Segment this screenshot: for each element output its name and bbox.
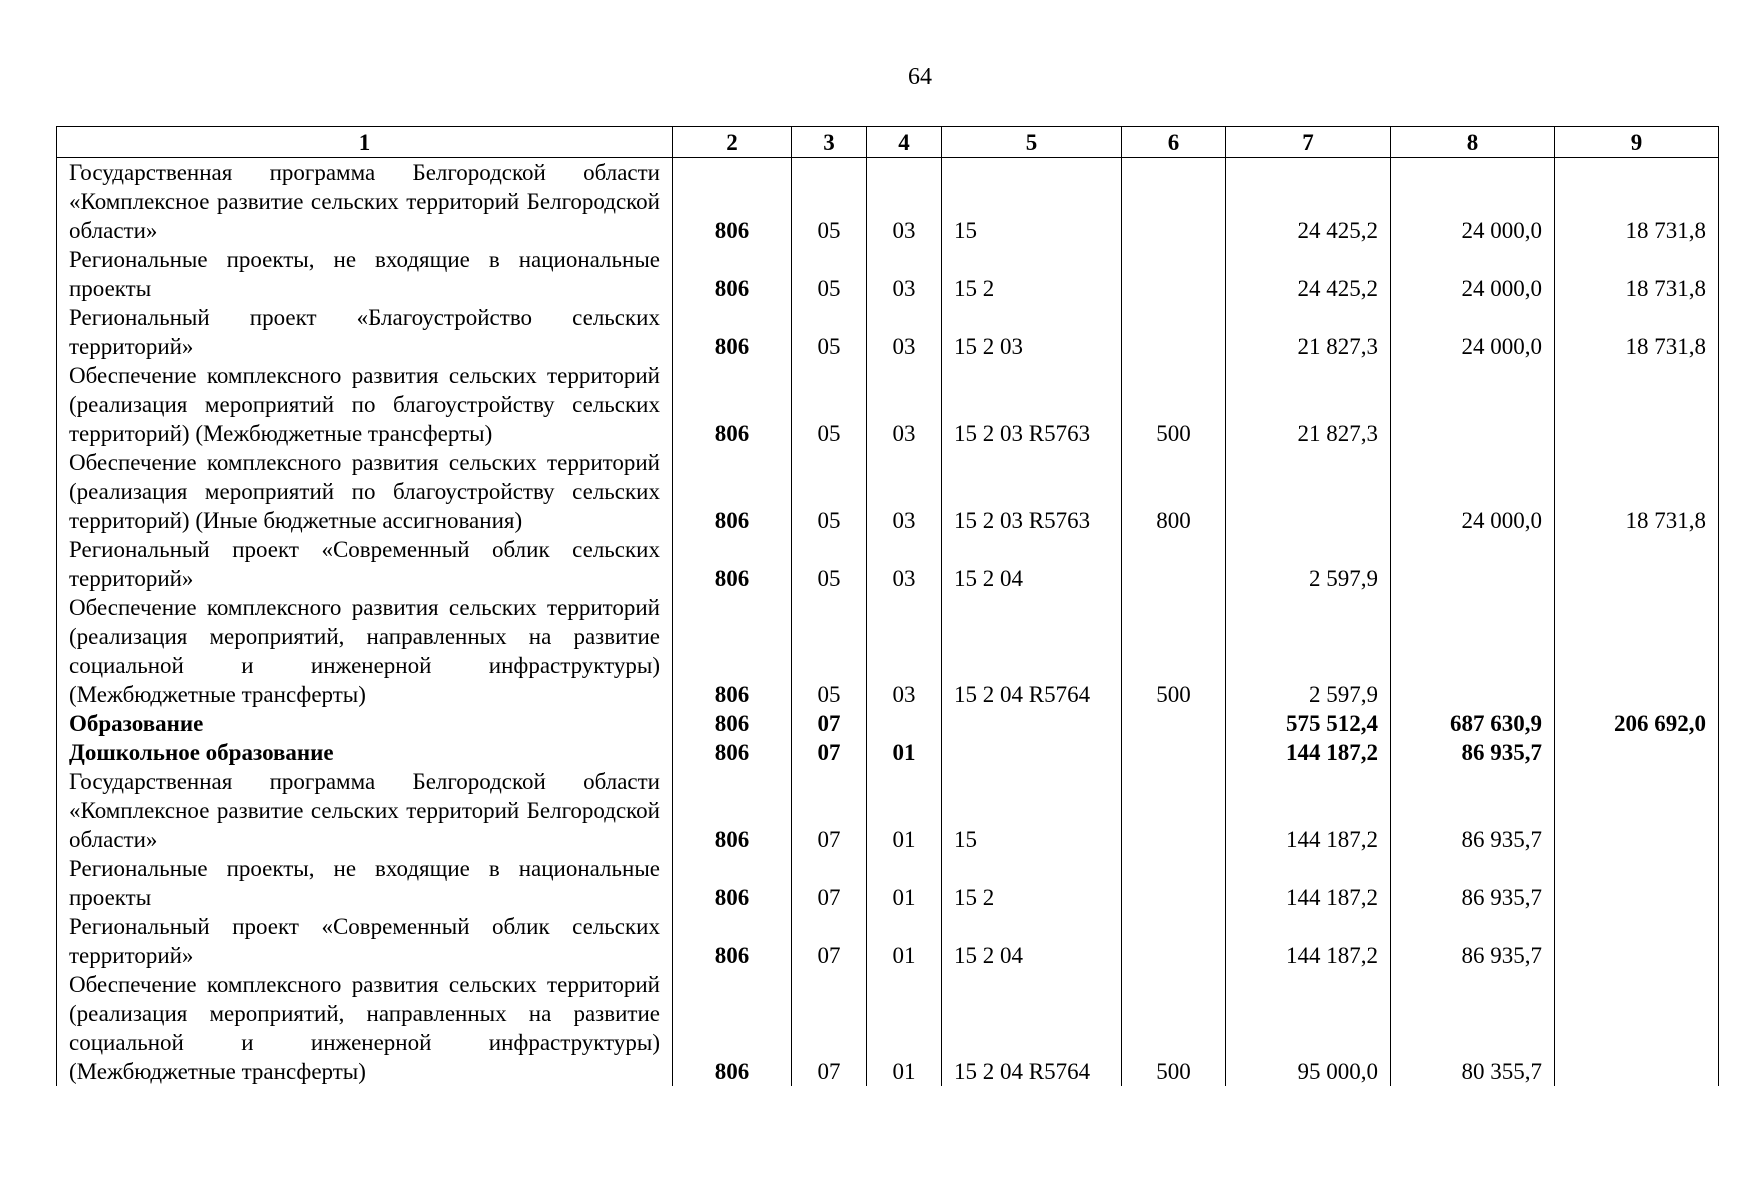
expense-type-cell: 500: [1122, 593, 1226, 709]
expense-type-cell: 500: [1122, 361, 1226, 448]
row-name-cell: Региональные проекты, не входящие в национальные проекты: [57, 854, 673, 912]
section-code-cell: 07: [792, 970, 867, 1086]
ministry-code-cell: 806: [673, 854, 792, 912]
expense-type-cell: 800: [1122, 448, 1226, 535]
header-cell-5: 5: [942, 127, 1122, 158]
subsection-code-cell: 01: [867, 970, 942, 1086]
article-code-cell: 15 2 04: [942, 912, 1122, 970]
ministry-code-cell: 806: [673, 535, 792, 593]
section-code-cell: 05: [792, 361, 867, 448]
amount-col9-cell: [1555, 361, 1719, 448]
table-row: [57, 912, 1719, 970]
ministry-code-cell: 806: [673, 593, 792, 709]
row-name-cell: Региональный проект «Современный облик сельских территорий»: [57, 535, 673, 593]
row-name-cell: Государственная программа Белгородской области «Комплексное развитие сельских территорий Белгородской области»: [57, 767, 673, 854]
amount-col9-cell: [1555, 593, 1719, 709]
subsection-code-cell: 03: [867, 593, 942, 709]
expense-type-cell: [1122, 158, 1226, 246]
article-code-cell: 15 2: [942, 245, 1122, 303]
section-code-cell: 07: [792, 738, 867, 767]
article-code-cell: 15: [942, 767, 1122, 854]
subsection-code-cell: 03: [867, 158, 942, 246]
ministry-code-cell: 806: [673, 738, 792, 767]
amount-col8-cell: 24 000,0: [1391, 448, 1555, 535]
expense-type-cell: [1122, 245, 1226, 303]
row-name-cell: Обеспечение комплексного развития сельских территорий (реализация мероприятий, направленных на развитие социальной и инженерной инфраструктуры) (Межбюджетные трансферты): [57, 593, 673, 709]
header-cell-8: 8: [1391, 127, 1555, 158]
row-name-cell: Обеспечение комплексного развития сельских территорий (реализация мероприятий, направленных на развитие социальной и инженерной инфраструктуры) (Межбюджетные трансферты): [57, 970, 673, 1086]
table-row: [57, 709, 1719, 738]
ministry-code-cell: 806: [673, 709, 792, 738]
article-code-cell: [942, 709, 1122, 738]
expense-type-cell: [1122, 303, 1226, 361]
table-row: [57, 303, 1719, 361]
amount-col9-cell: [1555, 738, 1719, 767]
expense-type-cell: [1122, 912, 1226, 970]
amount-col8-cell: 86 935,7: [1391, 854, 1555, 912]
table-body: [57, 158, 1719, 1087]
section-code-cell: 07: [792, 912, 867, 970]
section-code-cell: 07: [792, 767, 867, 854]
subsection-code-cell: 01: [867, 767, 942, 854]
header-cell-9: 9: [1555, 127, 1719, 158]
amount-col8-cell: 86 935,7: [1391, 767, 1555, 854]
expense-type-cell: [1122, 535, 1226, 593]
header-cell-3: 3: [792, 127, 867, 158]
amount-col7-cell: 95 000,0: [1226, 970, 1391, 1086]
subsection-code-cell: 03: [867, 535, 942, 593]
ministry-code-cell: 806: [673, 361, 792, 448]
ministry-code-cell: 806: [673, 767, 792, 854]
header-cell-6: 6: [1122, 127, 1226, 158]
article-code-cell: 15 2: [942, 854, 1122, 912]
row-name-cell: Дошкольное образование: [57, 738, 673, 767]
table-row: [57, 448, 1719, 535]
section-code-cell: 07: [792, 709, 867, 738]
subsection-code-cell: 01: [867, 854, 942, 912]
row-name-cell: Государственная программа Белгородской области «Комплексное развитие сельских территорий Белгородской области»: [57, 158, 673, 246]
amount-col9-cell: [1555, 535, 1719, 593]
subsection-code-cell: 03: [867, 245, 942, 303]
amount-col7-cell: 21 827,3: [1226, 361, 1391, 448]
ministry-code-cell: 806: [673, 245, 792, 303]
amount-col7-cell: 575 512,4: [1226, 709, 1391, 738]
amount-col8-cell: [1391, 535, 1555, 593]
budget-table: [56, 126, 1719, 1086]
subsection-code-cell: 01: [867, 738, 942, 767]
ministry-code-cell: 806: [673, 448, 792, 535]
header-cell-1: 1: [57, 127, 673, 158]
header-cell-4: 4: [867, 127, 942, 158]
section-code-cell: 05: [792, 158, 867, 246]
table-row: [57, 767, 1719, 854]
row-name-cell: Региональный проект «Современный облик сельских территорий»: [57, 912, 673, 970]
amount-col8-cell: 24 000,0: [1391, 158, 1555, 246]
table-row: [57, 970, 1719, 1086]
subsection-code-cell: [867, 709, 942, 738]
amount-col9-cell: [1555, 854, 1719, 912]
amount-col7-cell: 144 187,2: [1226, 738, 1391, 767]
row-name-cell: Региональный проект «Благоустройство сельских территорий»: [57, 303, 673, 361]
amount-col8-cell: 24 000,0: [1391, 245, 1555, 303]
row-name-cell: Обеспечение комплексного развития сельских территорий (реализация мероприятий по благоустройству сельских территорий) (Иные бюджетные ассигнования): [57, 448, 673, 535]
amount-col9-cell: 18 731,8: [1555, 245, 1719, 303]
article-code-cell: 15: [942, 158, 1122, 246]
expense-type-cell: [1122, 738, 1226, 767]
page-number: 64: [908, 64, 932, 90]
article-code-cell: 15 2 04: [942, 535, 1122, 593]
amount-col8-cell: 24 000,0: [1391, 303, 1555, 361]
ministry-code-cell: 806: [673, 158, 792, 246]
ministry-code-cell: 806: [673, 912, 792, 970]
ministry-code-cell: 806: [673, 970, 792, 1086]
ministry-code-cell: 806: [673, 303, 792, 361]
section-code-cell: 07: [792, 854, 867, 912]
amount-col9-cell: 206 692,0: [1555, 709, 1719, 738]
amount-col7-cell: 2 597,9: [1226, 535, 1391, 593]
subsection-code-cell: 01: [867, 912, 942, 970]
subsection-code-cell: 03: [867, 361, 942, 448]
expense-type-cell: [1122, 709, 1226, 738]
amount-col8-cell: 80 355,7: [1391, 970, 1555, 1086]
amount-col8-cell: 687 630,9: [1391, 709, 1555, 738]
row-name-cell: Региональные проекты, не входящие в национальные проекты: [57, 245, 673, 303]
expense-type-cell: 500: [1122, 970, 1226, 1086]
row-name-cell: Образование: [57, 709, 673, 738]
article-code-cell: 15 2 04 R5764: [942, 970, 1122, 1086]
subsection-code-cell: 03: [867, 303, 942, 361]
article-code-cell: 15 2 03 R5763: [942, 448, 1122, 535]
amount-col8-cell: [1391, 593, 1555, 709]
amount-col7-cell: 144 187,2: [1226, 767, 1391, 854]
table-row: [57, 738, 1719, 767]
amount-col7-cell: 2 597,9: [1226, 593, 1391, 709]
article-code-cell: 15 2 04 R5764: [942, 593, 1122, 709]
amount-col7-cell: 144 187,2: [1226, 854, 1391, 912]
table-row: [57, 245, 1719, 303]
expense-type-cell: [1122, 767, 1226, 854]
expense-type-cell: [1122, 854, 1226, 912]
article-code-cell: 15 2 03 R5763: [942, 361, 1122, 448]
table-row: [57, 854, 1719, 912]
amount-col8-cell: 86 935,7: [1391, 912, 1555, 970]
header-cell-2: 2: [673, 127, 792, 158]
subsection-code-cell: 03: [867, 448, 942, 535]
amount-col7-cell: [1226, 448, 1391, 535]
table-row: [57, 593, 1719, 709]
amount-col7-cell: 24 425,2: [1226, 158, 1391, 246]
header-row: [57, 127, 1719, 158]
article-code-cell: [942, 738, 1122, 767]
amount-col8-cell: 86 935,7: [1391, 738, 1555, 767]
section-code-cell: 05: [792, 303, 867, 361]
amount-col8-cell: [1391, 361, 1555, 448]
section-code-cell: 05: [792, 245, 867, 303]
amount-col9-cell: [1555, 912, 1719, 970]
amount-col9-cell: 18 731,8: [1555, 158, 1719, 246]
article-code-cell: 15 2 03: [942, 303, 1122, 361]
amount-col9-cell: [1555, 970, 1719, 1086]
amount-col7-cell: 144 187,2: [1226, 912, 1391, 970]
section-code-cell: 05: [792, 535, 867, 593]
amount-col9-cell: 18 731,8: [1555, 303, 1719, 361]
header-cell-7: 7: [1226, 127, 1391, 158]
section-code-cell: 05: [792, 448, 867, 535]
table-row: [57, 158, 1719, 246]
amount-col9-cell: [1555, 767, 1719, 854]
amount-col7-cell: 21 827,3: [1226, 303, 1391, 361]
amount-col9-cell: 18 731,8: [1555, 448, 1719, 535]
amount-col7-cell: 24 425,2: [1226, 245, 1391, 303]
table-row: [57, 361, 1719, 448]
section-code-cell: 05: [792, 593, 867, 709]
row-name-cell: Обеспечение комплексного развития сельских территорий (реализация мероприятий по благоустройству сельских территорий) (Межбюджетные трансферты): [57, 361, 673, 448]
table-row: [57, 535, 1719, 593]
